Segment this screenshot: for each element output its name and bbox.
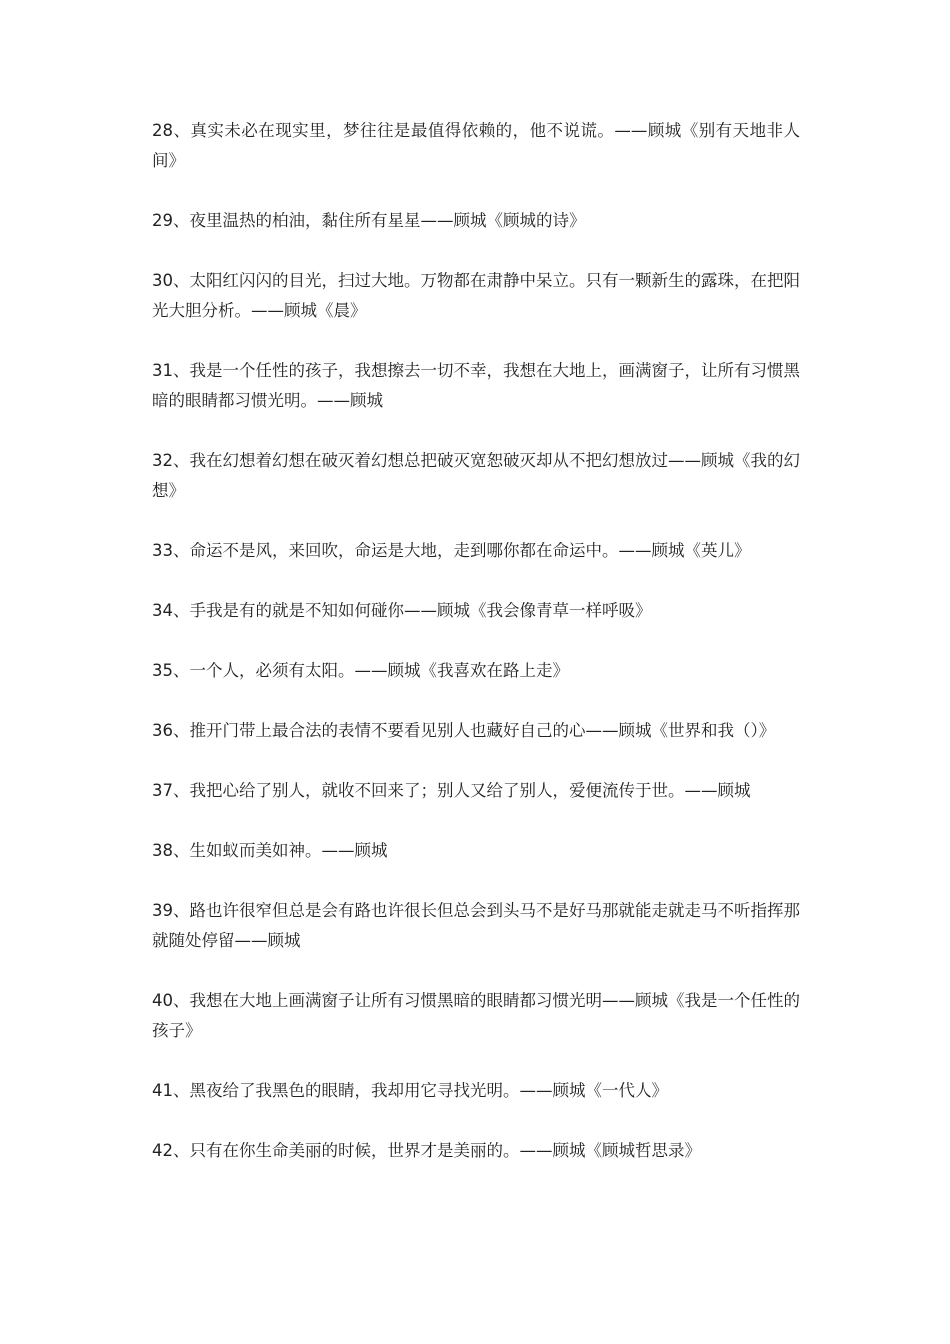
quote-item: 36、推开门带上最合法的表情不要看见别人也藏好自己的心——顾城《世界和我（）》 — [152, 721, 776, 740]
quote-item: 30、太阳红闪闪的目光，扫过大地。万物都在肃静中呆立。只有一颗新生的露珠，在把阳光大胆分析。——顾城《晨》 — [152, 271, 800, 320]
quote-item: 40、我想在大地上画满窗子让所有习惯黑暗的眼睛都习惯光明——顾城《我是一个任性的孩子》 — [152, 991, 800, 1040]
quote-item: 41、黑夜给了我黑色的眼睛，我却用它寻找光明。——顾城《一代人》 — [152, 1081, 668, 1100]
quote-item: 28、真实未必在现实里，梦往往是最值得依赖的，他不说谎。——顾城《别有天地非人间》 — [152, 121, 800, 170]
quote-item: 38、生如蚁而美如神。——顾城 — [152, 841, 388, 860]
quote-item: 42、只有在你生命美丽的时候，世界才是美丽的。——顾城《顾城哲思录》 — [152, 1141, 701, 1160]
quote-item: 32、我在幻想着幻想在破灭着幻想总把破灭宽恕破灭却从不把幻想放过——顾城《我的幻想》 — [152, 451, 800, 500]
quote-item: 37、我把心给了别人，就收不回来了；别人又给了别人，爱便流传于世。——顾城 — [152, 781, 751, 800]
quote-item: 34、手我是有的就是不知如何碰你——顾城《我会像青草一样呼吸》 — [152, 601, 652, 620]
quote-item: 31、我是一个任性的孩子，我想擦去一切不幸，我想在大地上，画满窗子，让所有习惯黑暗的眼睛都习惯光明。——顾城 — [152, 361, 800, 410]
quote-item: 33、命运不是风，来回吹，命运是大地，走到哪你都在命运中。——顾城《英儿》 — [152, 541, 751, 560]
quote-item: 35、一个人，必须有太阳。——顾城《我喜欢在路上走》 — [152, 661, 569, 680]
quote-list — [152, 116, 800, 1196]
quote-item: 39、路也许很窄但总是会有路也许很长但总会到头马不是好马那就能走就走马不听指挥那就随处停留——顾城 — [152, 901, 800, 950]
quote-item: 29、夜里温热的柏油，黏住所有星星——顾城《顾城的诗》 — [152, 211, 586, 230]
